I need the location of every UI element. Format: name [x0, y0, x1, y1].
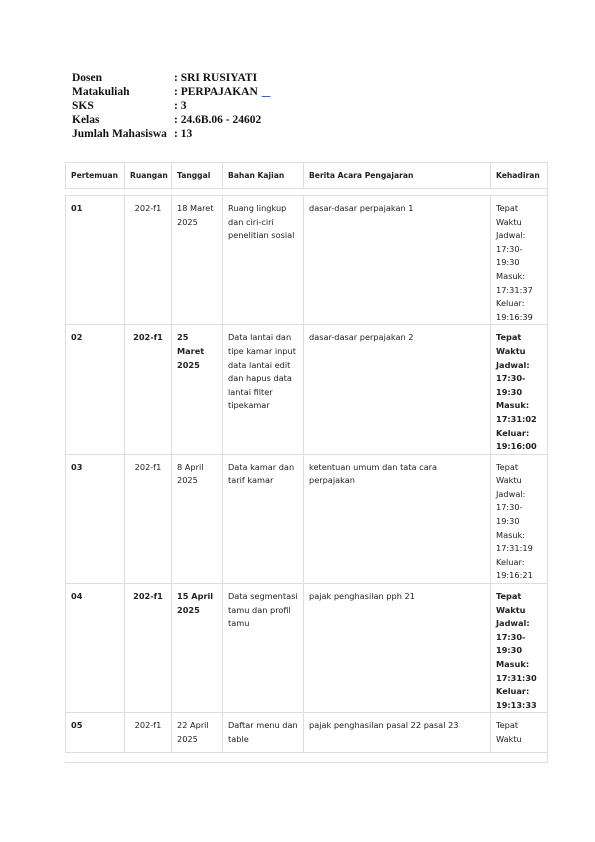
table-header-row [66, 163, 549, 189]
cell-pertemuan: 05 [66, 713, 125, 753]
col-header-tanggal: Tanggal [172, 163, 223, 189]
table-row [66, 713, 549, 753]
cell-bahan-kajian: Data kamar dan tarif kamar [223, 454, 304, 583]
matkul-row [72, 86, 270, 100]
cell-tanggal: 15 April 2025 [172, 584, 223, 713]
cell-ruangan: 202-f1 [125, 713, 172, 753]
cell-pertemuan: 02 [66, 325, 125, 454]
cell-tanggal: 8 April 2025 [172, 454, 223, 583]
matkul-value: : PERPAJAKAN [174, 85, 258, 98]
col-header-berita-acara: Berita Acara Pengajaran [304, 163, 491, 189]
link-marker-icon[interactable] [262, 86, 271, 100]
dosen-label: Dosen [72, 72, 103, 84]
col-header-bahan-kajian: Bahan Kajian [223, 163, 304, 189]
cell-berita-acara: pajak penghasilan pph 21 [304, 584, 491, 713]
cell-bahan-kajian: Data segmentasi tamu dan profil tamu [223, 584, 304, 713]
cell-kehadiran: Tepat Waktu Jadwal: 17:30-19:30 Masuk: 17:31:19 Keluar: 19:16:21 [491, 454, 549, 583]
table-row [66, 584, 549, 713]
matkul-label: Matakuliah [72, 85, 130, 98]
course-header [72, 72, 270, 142]
cell-ruangan: 202-f1 [125, 325, 172, 454]
cell-ruangan: 202-f1 [125, 584, 172, 713]
sks-label: SKS [72, 99, 94, 112]
table-row [66, 196, 549, 325]
cell-bahan-kajian: Data lantai dan tipe kamar input data lantai edit dan hapus data lantai filter tipekamar [223, 325, 304, 454]
table-row [66, 454, 549, 583]
cell-pertemuan: 04 [66, 584, 125, 713]
cell-berita-acara: ketentuan umum dan tata cara perpajakan [304, 454, 491, 583]
cell-kehadiran: Tepat Waktu Jadwal: 17:30-19:30 Masuk: 17:31:02 Keluar: 19:16:00 [491, 325, 549, 454]
kelas-row [72, 114, 270, 128]
cell-kehadiran: Tepat Waktu Jadwal: 17:30-19:30 Masuk: 17:31:37 Keluar: 19:16:39 [491, 196, 549, 325]
cell-bahan-kajian: Ruang lingkup dan ciri-ciri penelitian sosial [223, 196, 304, 325]
attendance-table [65, 162, 548, 763]
jumlah-label: Jumlah Mahasiswa [72, 127, 167, 140]
header-gap [66, 189, 549, 196]
cell-berita-acara: dasar-dasar perpajakan 1 [304, 196, 491, 325]
cell-pertemuan: 03 [66, 454, 125, 583]
jumlah-row [72, 128, 270, 142]
table-row [66, 325, 549, 454]
dosen-value: : SRI RUSIYATI [174, 72, 258, 84]
cell-ruangan: 202-f1 [125, 196, 172, 325]
cell-kehadiran: Tepat Waktu [491, 713, 549, 753]
cell-bahan-kajian: Daftar menu dan table [223, 713, 304, 753]
dosen-row [72, 72, 270, 86]
cell-tanggal: 22 April 2025 [172, 713, 223, 753]
col-header-kehadiran: Kehadiran [491, 163, 549, 189]
kelas-label: Kelas [72, 113, 100, 126]
cell-tanggal: 18 Maret 2025 [172, 196, 223, 325]
cell-ruangan: 202-f1 [125, 454, 172, 583]
sks-value: : 3 [174, 99, 187, 112]
col-header-pertemuan: Pertemuan [66, 163, 125, 189]
sks-row [72, 100, 270, 114]
jumlah-value: : 13 [174, 127, 193, 140]
col-header-ruangan: Ruangan [125, 163, 172, 189]
cell-pertemuan: 01 [66, 196, 125, 325]
cell-berita-acara: pajak penghasilan pasal 22 pasal 23 [304, 713, 491, 753]
cell-kehadiran: Tepat Waktu Jadwal: 17:30-19:30 Masuk: 17:31:30 Keluar: 19:13:33 [491, 584, 549, 713]
cell-berita-acara: dasar-dasar perpajakan 2 [304, 325, 491, 454]
gap-cell [66, 189, 549, 196]
kelas-value: : 24.6B.06 - 24602 [174, 113, 262, 126]
cell-tanggal: 25 Maret 2025 [172, 325, 223, 454]
